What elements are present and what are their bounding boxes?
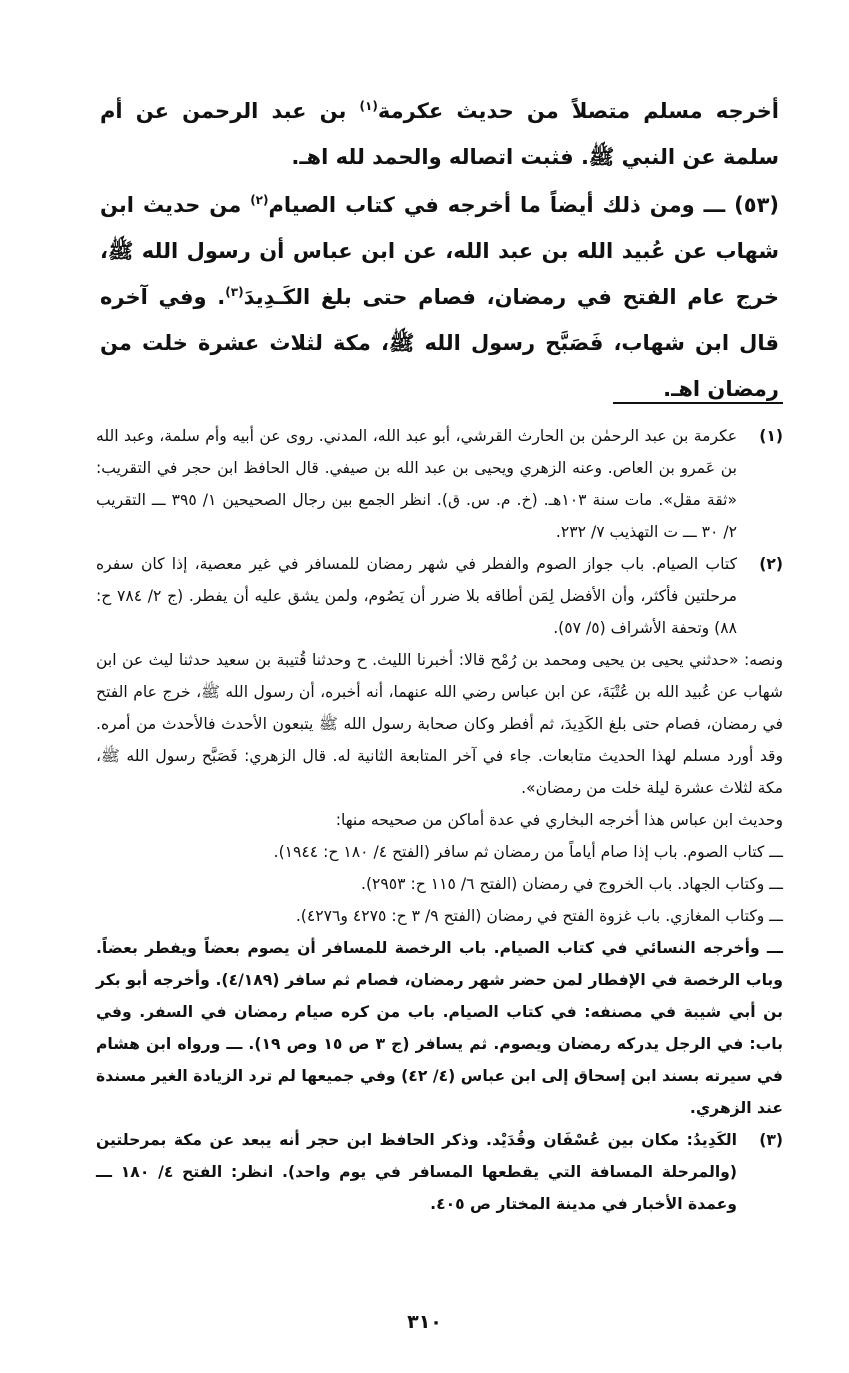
footnote-separator xyxy=(613,402,783,404)
footnote-number: (١) xyxy=(759,427,783,445)
page-number: ٣١٠ xyxy=(407,1311,442,1333)
footnote-number: (٣) xyxy=(759,1131,783,1149)
footnote-number: (٢) xyxy=(759,555,783,573)
footnote-2 xyxy=(96,548,783,644)
bukhari-ref-1: ـــ كتاب الصوم. باب إذا صام أياماً من رمضان ثم سافر (الفتح ٤/ ١٨٠ ح: ١٩٤٤). xyxy=(273,843,783,861)
footnote-2-nasai: ـــ وأخرجه النسائي في كتاب الصيام. باب الرخصة للمسافر أن يصوم بعضاً ويفطر بعضاً. وباب الرخصة في الإفطار لمن حضر شهر رمضان، فصام ثم سافر (٤/١٨٩). وأخرجه أبو بكر بن أبي شيبة في مصنفه: في كتاب الصيام. باب من كره صيام رمضان في السفر. وفي باب: في الرجل يدركه رمضان ويصوم. ثم يسافر (ج ٣ ص ١٥ وص ١٩). ـــ ورواه ابن هشام في سيرته بسند ابن إسحاق إلى ابن عباس (٤/ ٤٢) وفي جميعها لم ترد الزيادة الغير مسندة عند الزهري. xyxy=(96,939,783,1117)
bukhari-ref-2: ـــ وكتاب الجهاد. باب الخروج في رمضان (الفتح ٦/ ١١٥ ح: ٢٩٥٣). xyxy=(361,875,783,893)
footnote-ref-1: (١) xyxy=(359,99,378,113)
footnote-text: الكَدِيدُ: مكان بين عُسْفَان وقُدَيْد. وذكر الحافظ ابن حجر أنه يبعد عن مكة بمرحلتين (والمرحلة المسافة التي يقطعها المسافر في يوم واحد). انظر: الفتح ٤/ ١٨٠ ـــ وعمدة الأخبار في مدينة المختار ص ٤٠٥. xyxy=(96,1131,738,1213)
footnote-text: عكرمة بن عبد الرحمٰن بن الحارث القرشي، أبو عبد الله، المدني. روى عن أبيه وأم سلمة، وعبد الله بن عَمرو بن العاص. وعنه الزهري ويحيى بن عبد الله بن صيفي. قال الحافظ ابن حجر في التقريب: «ثقة مقل». مات سنة ١٠٣هـ. (خ. م. س. ق). انظر الجمع بين رجال الصحيحين ١/ ٣٩٥ ـــ التقريب ٢/ ٣٠ ـــ ت التهذيب ٧/ ٢٣٢. xyxy=(96,427,738,541)
footnotes xyxy=(96,420,783,1220)
footnote-ref-2: (٢) xyxy=(250,193,269,207)
footnote-text: كتاب الصيام. باب جواز الصوم والفطر في شهر رمضان للمسافر في غير معصية، إذا كان سفره مرحلتين فأكثر، وأن الأفضل لِمَن أطاقه بلا ضرر أن يَصُوم، ولمن يشق عليه أن يفطر. (ج ٢/ ٧٨٤ ح: ٨٨) وتحفة الأشراف (٥/ ٥٧). xyxy=(96,555,737,637)
paragraph-1: أخرجه مسلم متصلاً من حديث عكرمة$^{(١)}$ بن عبد الرحمن عن أم سلمة عن النبي ﷺ. فثبت اتصاله والحمد لله اهـ. xyxy=(100,99,779,169)
footnote-3 xyxy=(96,1124,783,1220)
footnote-2-bukhari-intro: وحديث ابن عباس هذا أخرجه البخاري في عدة أماكن من صحيحه منها: xyxy=(335,811,783,829)
footnote-1 xyxy=(96,420,783,548)
paragraph-2: (٥٣) ـــ ومن ذلك أيضاً ما أخرجه في كتاب الصيام$^{(٢)}$ من حديث ابن شهاب عن عُبيد الله بن عبد الله، عن ابن عباس أن رسول الله ﷺ، خرج عام الفتح في رمضان، فصام حتى بلغ الكَـدِيدَ$^{(٣)}$. وفي آخره قال ابن شهاب، فَصَبَّح رسول الله ﷺ، مكة لثلاث عشرة خلت من رمضان اهـ. xyxy=(100,193,779,401)
main-text xyxy=(100,88,779,412)
footnote-ref-3: (٣) xyxy=(225,285,244,299)
bukhari-ref-3: ـــ وكتاب المغازي. باب غزوة الفتح في رمضان (الفتح ٩/ ٣ ح: ٤٢٧٥ و٤٢٧٦). xyxy=(295,907,783,925)
footnote-2-quote: ونصه: «حدثني يحيى بن يحيى ومحمد بن رُمْح قالا: أخبرنا الليث. ح وحدثنا قُتيبة بن سعيد حدثنا ليث عن ابن شهاب عن عُبيد الله بن عُتْبَةَ، عن ابن عباس رضي الله عنهما، أنه أخبره، أن رسول الله ﷺ، خرج عام الفتح في رمضان، فصام حتى بلغ الكَدِيدَ، ثم أفطر وكان صحابة رسول الله ﷺ يتبعون الأحدث فالأحدث من أمره. وقد أورد مسلم لهذا الحديث متابعات. جاء في آخر المتابعة الثانية له. قال الزهري: فَصَبَّح رسول الله ﷺ، مكة لثلاث عشرة ليلة خلت من رمضان». xyxy=(96,651,783,797)
